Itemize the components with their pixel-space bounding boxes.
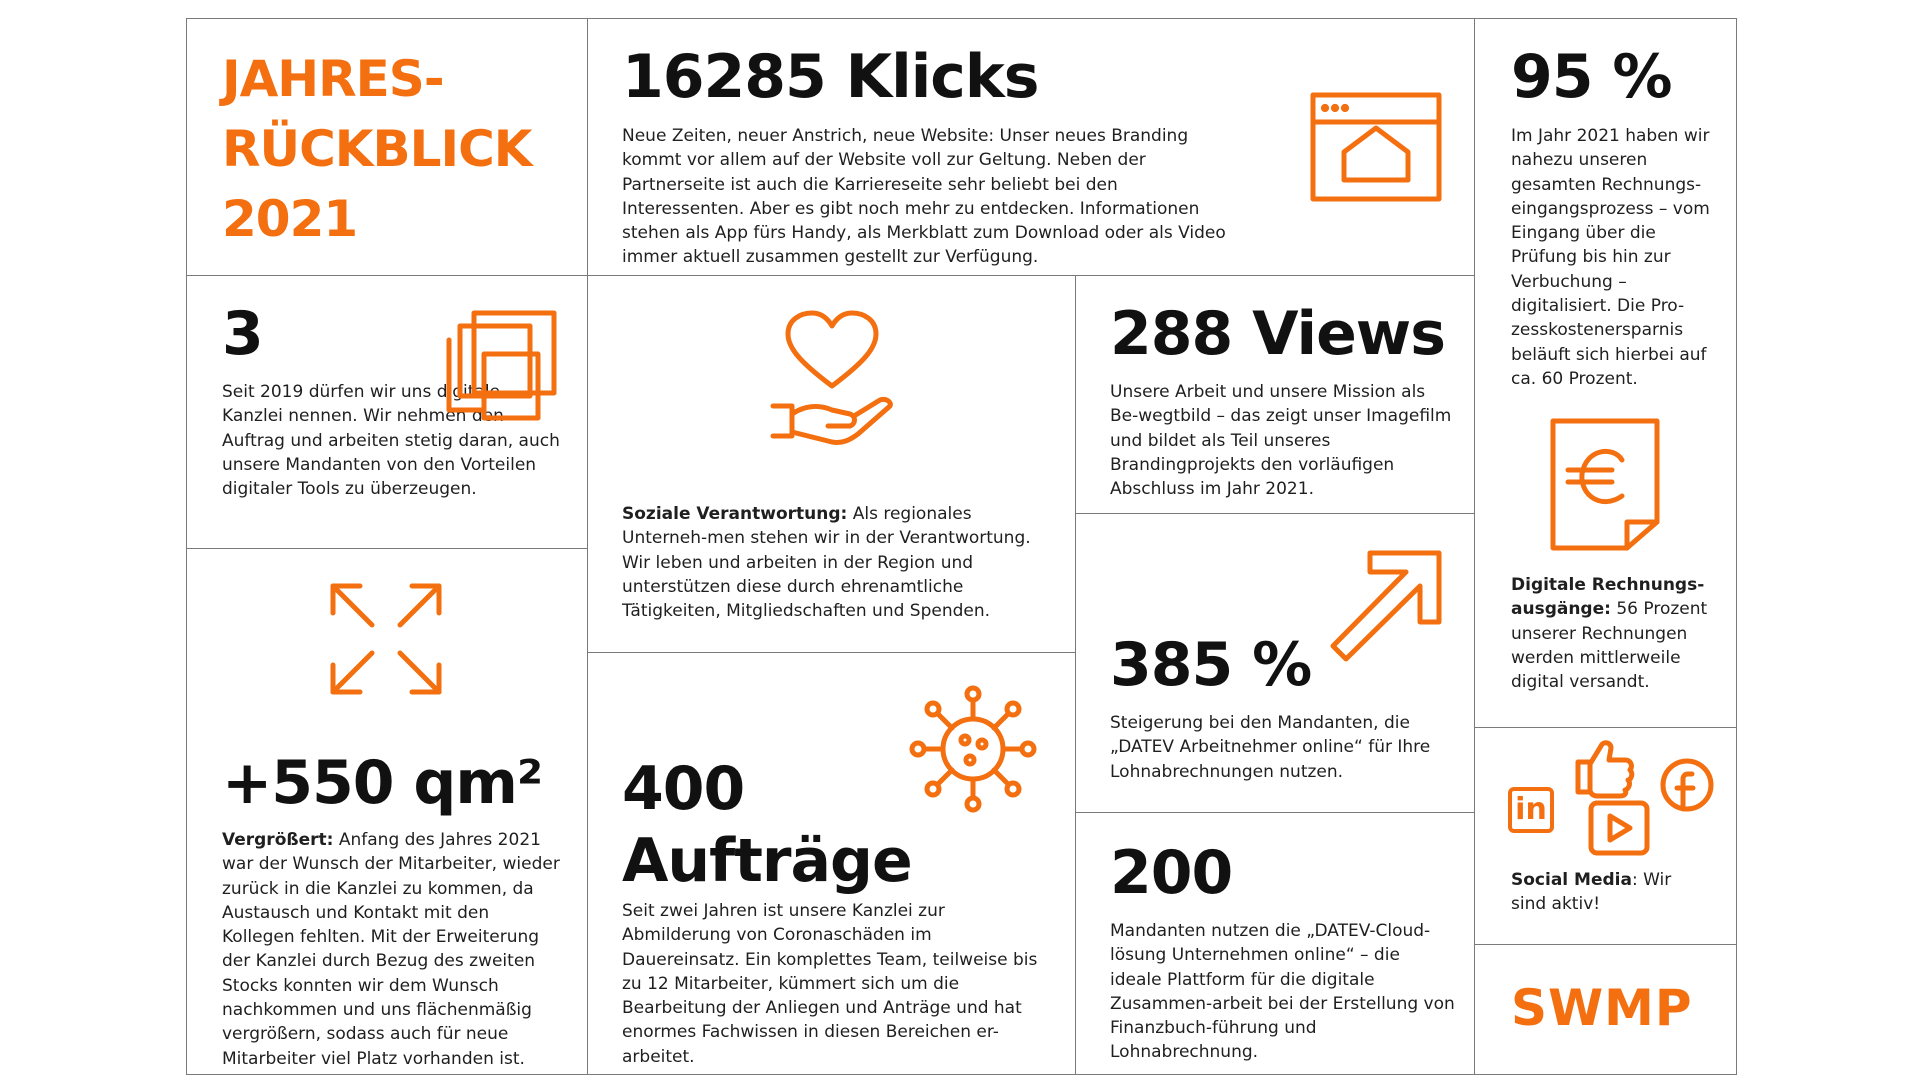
virus-icon [910,686,1036,812]
space-label: Vergrößert: [222,830,334,850]
grid-line [1075,513,1475,514]
social-responsibility-text [622,502,1042,623]
space-headline: +550 qm² [222,748,543,818]
grid-line [1075,812,1475,813]
grid-line [1474,944,1737,945]
browser-home-icon [1310,92,1442,202]
grid-line [1474,727,1737,728]
space-text [222,828,562,1071]
orders-text: Seit zwei Jahren ist unsere Kanzlei zur Abmilderung von Coronaschäden im Dauereinsatz. Ein komplettes Team, teilweise bis zu 12 Mitarbeiter, kümmert sich um die Bearbeitung der Anliegen und Anträge und hat enormes Fachwissen in diesen Bereichen er-arbeitet. [622,901,1038,1067]
brand-logo: SWMP [1511,979,1693,1037]
linkedin-glyph: in [1515,792,1547,827]
grid-line [1075,275,1076,1075]
grid-line [1474,18,1475,1075]
youtube-icon[interactable] [1588,800,1650,856]
facebook-icon[interactable] [1660,758,1714,812]
space-body: Anfang des Jahres 2021 war der Wunsch der Mitarbeiter, wieder zurück in die Kanzlei zu kommen, da Austausch und Kontakt mit den Kollegen fehlten. Mit der Erweiterung der Kanzlei durch Bezug des zweiten Stocks konnten wir dem Wunsch nachkommen und uns flächenmäßig vergrößern, sodass auch für neue Mitarbeiter viel Platz vorhanden ist. [222,830,560,1069]
growth-headline: 385 % [1110,630,1312,700]
documents-stack-icon [446,310,558,422]
digital-office-headline: 3 [222,299,263,369]
linkedin-icon[interactable] [1508,787,1554,833]
orders-headline [622,753,912,897]
expand-arrows-icon [330,583,442,695]
thumbs-up-icon[interactable] [1575,738,1633,796]
growth-text: Steigerung bei den Mandanten, die „DATEV Arbeitnehmer online“ für Ihre Lohnabrechnungen nutzen. [1110,713,1431,782]
views-text: Unsere Arbeit und unsere Mission als Be-wegtbild – das zeigt unser Imagefilm und bildet als Teil unseres Brandingprojekts den vorläufigen Abschluss im Jahr 2021. [1110,382,1452,500]
invoices-out-body: 56 Prozent unserer Rechnungen werden mittlerweile digital versandt. [1511,599,1708,693]
invoices-out-label: Digitale Rechnungs-ausgänge: [1511,575,1705,620]
grid-line [587,652,1076,653]
grid-line [587,18,588,1075]
cloud-text: Mandanten nutzen die „DATEV-Cloud-lösung Unternehmen online“ – die ideale Plattform für die digitale Zusammen-arbeit bei der Erstellung von Finanzbuch-führung und Lohnabrechnung. [1110,921,1455,1063]
social-media-text [1511,868,1711,917]
social-media-body: : Wir sind aktiv! [1511,870,1672,915]
clicks-headline: 16285 Klicks [622,42,1039,112]
orders-number: 400 [622,754,745,824]
invoices-in-text: Im Jahr 2021 haben wir nahezu unseren gesamten Rechnungs-eingangsprozess – vom Eingang über die Prüfung bis hin zur Verbuchung – digitalisiert. Die Pro-zesskostenersparnis beläuft sich hierbei auf ca. 60 Prozent. [1511,126,1710,389]
orders-label: Aufträge [622,826,912,896]
page-title [222,44,532,254]
social-responsibility-body: Als regionales Unterneh-men stehen wir in der Verantwortung. Wir leben und arbeiten in der Region und unterstützen diese durch ehrenamtliche Tätigkeiten, Mitgliedschaften und Spenden. [622,504,1031,622]
invoices-in-headline: 95 % [1511,42,1672,112]
digital-office-text: Seit 2019 dürfen wir uns digitale Kanzlei nennen. Wir nehmen den Auftrag und arbeiten stetig daran, auch unsere Mandanten von den Vorteilen digitaler Tools zu überzeugen. [222,382,560,500]
title-line: JAHRES- [222,50,444,108]
grid-line [186,548,588,549]
title-line: RÜCKBLICK [222,120,532,178]
grid-line [186,275,1475,276]
clicks-text: Neue Zeiten, neuer Anstrich, neue Website: Unser neues Branding kommt vor allem auf der Website voll zur Geltung. Neben der Partnerseite ist auch die Karriereseite sehr beliebt bei den Interessenten. Aber es gibt noch mehr zu entdecken. Informationen stehen als App fürs Handy, als Merkblatt zum Download oder als Video immer aktuell zusammen gestellt zur Verfügung. [622,126,1226,268]
invoices-out-text [1511,573,1711,694]
title-line: 2021 [222,190,358,248]
cloud-headline: 200 [1110,838,1233,908]
arrow-up-right-icon [1330,550,1442,662]
social-responsibility-label: Soziale Verantwortung: [622,504,848,524]
social-media-label: Social Media [1511,870,1632,890]
views-headline: 288 Views [1110,299,1445,369]
heart-hand-icon [770,310,896,456]
euro-document-icon [1550,418,1660,552]
